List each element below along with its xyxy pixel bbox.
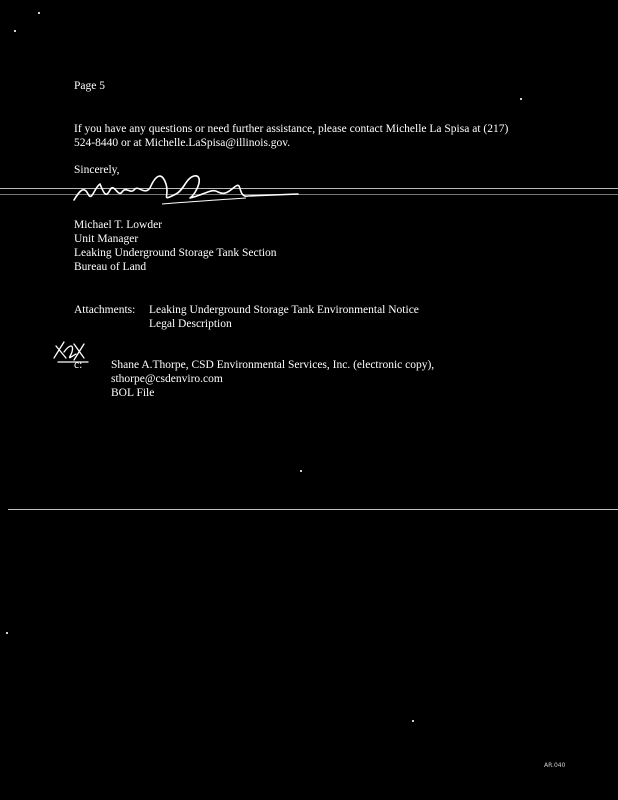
scan-speck [38,12,40,14]
handwritten-initials-image [50,338,92,366]
scan-speck [520,98,522,100]
attachments-list [149,303,419,331]
signer-section: Leaking Underground Storage Tank Section [74,247,277,259]
closing: Sincerely, [74,164,120,176]
paragraph-line: If you have any questions or need further assistance, please contact Michelle La Spisa at (217) [74,123,509,135]
attachments-label: Attachments: [74,304,136,316]
signer-name: Michael T. Lowder [74,219,163,231]
signature-image [66,164,306,214]
contact-paragraph [74,122,508,150]
cc-item: sthorpe@csdenviro.com [111,373,223,385]
cc-item: Shane A.Thorpe, CSD Environmental Services, Inc. (electronic copy), [111,359,435,371]
attachment-item: Leaking Underground Storage Tank Environmental Notice [149,304,419,316]
scan-speck [412,720,414,722]
scan-speck [6,632,8,634]
document-id-mark: AR.040 [544,762,566,769]
signature-block [74,218,277,274]
paragraph-line: 524-8440 or at Michelle.LaSpisa@illinois.gov. [74,137,291,149]
cc-list [111,358,434,400]
scan-speck [14,30,16,32]
scan-speck [300,470,302,472]
signer-title: Unit Manager [74,233,139,245]
scan-line [8,509,618,510]
page-number: Page 5 [74,80,105,92]
signer-bureau: Bureau of Land [74,261,147,273]
attachment-item: Legal Description [149,318,232,330]
cc-item: BOL File [111,387,155,399]
cc-label: c: [74,359,83,371]
